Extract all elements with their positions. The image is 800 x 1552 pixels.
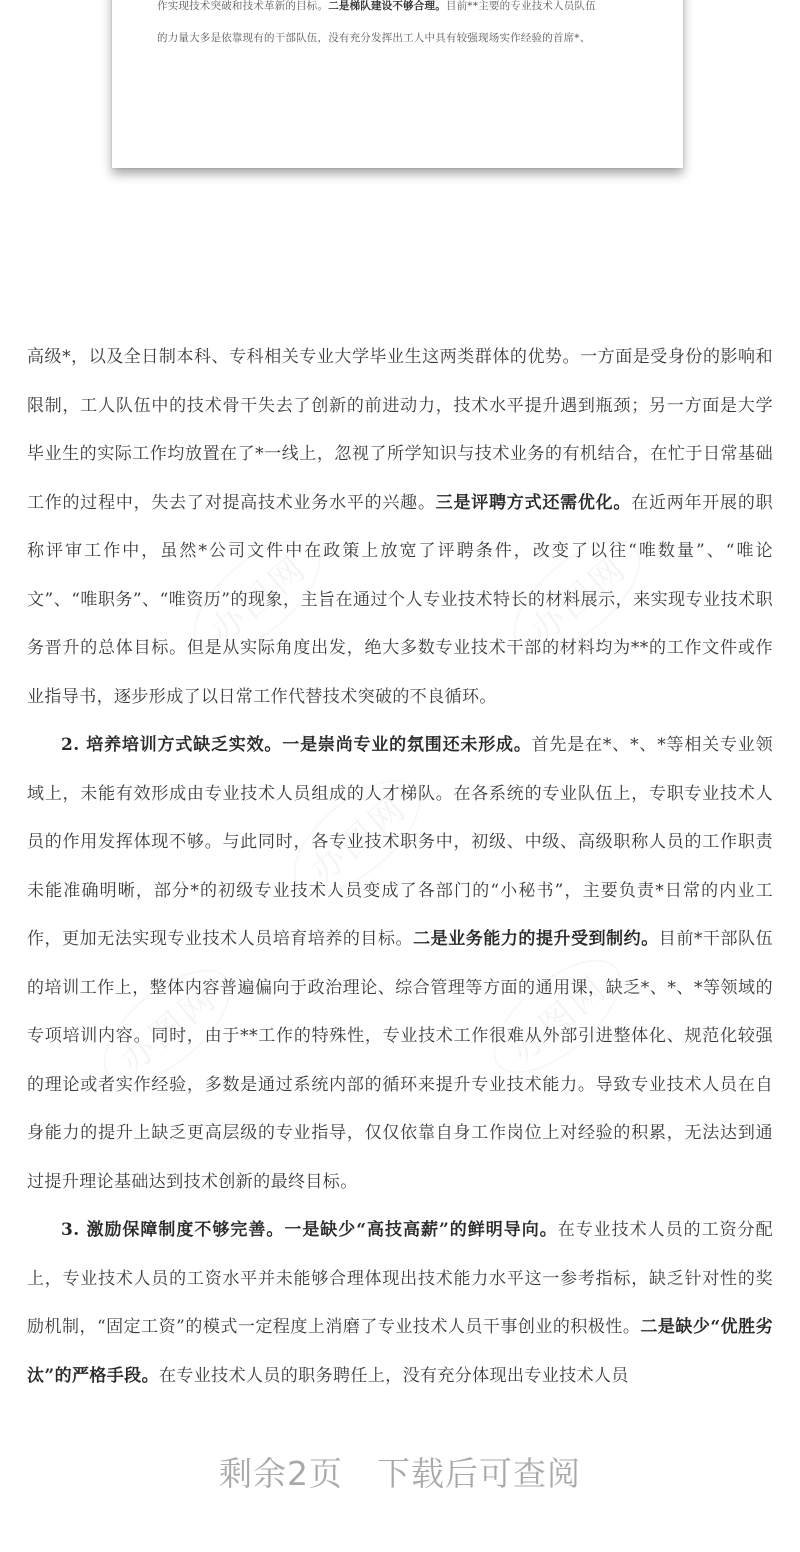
preview-bold-phrase: 二是梯队建设不够合理。 [328,0,446,12]
watermark: 办图网 [275,759,440,914]
bold-heading: 三是评聘方式还需优化。 [435,492,632,513]
watermark: 办图网 [85,949,250,1104]
bold-heading: 二是业务能力的提升受到制约。 [413,929,659,949]
preview-line-2: 的力量大多是依靠现有的干部队伍，没有充分发挥出工人中具有较强现场实作经验的首席*、 [157,32,591,44]
download-to-view-text: 下载后可查阅 [377,1454,581,1493]
watermark: 办图网 [475,939,640,1094]
watermark: 办图网 [175,519,340,674]
remaining-pages-banner[interactable] [0,1448,800,1495]
paragraph-1: 高级*，以及全日制本科、专科相关专业大学毕业生这两类群体的优势。一方面是受身份的影响和限制，工人队伍中的技术骨干失去了创新的前进动力，技术水平提升遇到瓶颈；另一方面是大学毕业生的实际工作均放置在了*一线上，忽视了所学知识与技术业务的有机结合，在忙于日常基础工作的过程中，失去了对提高技术业务水平的兴趣。三是评聘方式还需优化。在近两年开展的职称评审工作中，虽然*公司文件中在政策上放宽了评聘条件，改变了以往“唯数量”、“唯论文”、“唯职务”、“唯资历”的现象，主旨在通过个人专业技术特长的材料展示，来实现专业技术职务晋升的总体目标。但是从实际角度出发，绝大多数专业技术干部的材料均为**的工作文件或作业指导书，逐步形成了以日常工作代替技术突破的不良循环。 [27,347,773,707]
remaining-pages-count: 剩余2页 [219,1454,343,1493]
paragraph-3: 3. 激励保障制度不够完善。一是缺少“高技高薪”的鲜明导向。在专业技术人员的工资分配上，专业技术人员的工资水平并未能够合理体现出技术能力水平这一参考指标，缺乏针对性的奖励机制，“固定工资”的模式一定程度上消磨了专业技术人员干事创业的积极性。二是缺少“优胜劣汰”的严格手段。在专业技术人员的职务聘任上，没有充分体现出专业技术人员 [27,1220,773,1386]
bold-heading: 二是缺少“优胜劣汰”的严格手段。 [27,1317,773,1386]
bold-heading: 2. 培养培训方式缺乏实效。一是崇尚专业的氛围还未形成。 [61,735,532,755]
preview-page-card [112,0,683,168]
paragraph-2: 2. 培养培训方式缺乏实效。一是崇尚专业的氛围还未形成。首先是在*、*、*等相关专业领域上，未能有效形成由专业技术人员组成的人才梯队。在各系统的专业队伍上，专职专业技术人员的作用发挥体现不够。与此同时，各专业技术职务中，初级、中级、高级职称人员的工作职责未能准确明晰，部分*的初级专业技术人员变成了各部门的“小秘书”，主要负责*日常的内业工作，更加无法实现专业技术人员培育培养的目标。二是业务能力的提升受到制约。目前*干部队伍的培训工作上，整体内容普遍偏向于政治理论、综合管理等方面的通用课，缺乏*、*、*等领域的专项培训内容。同时，由于**工作的特殊性，专业技术工作很难从外部引进整体化、规范化较强的理论或者实作经验，多数是通过系统内部的循环来提升专业技术能力。导致专业技术人员在自身能力的提升上缺乏更高层级的专业指导，仅仅依靠自身工作岗位上对经验的积累，无法达到通过提升理论基础达到技术创新的最终目标。 [27,735,773,1192]
bold-heading: 3. 激励保障制度不够完善。一是缺少“高技高薪”的鲜明导向。 [61,1220,558,1240]
watermark: 办图网 [495,519,660,674]
preview-line-1: 作实现技术突破和技术革新的目标。二是梯队建设不够合理。目前**主要的专业技术人员队伍 [157,0,596,12]
document-body [27,333,773,1400]
preview-page-text [157,0,657,54]
